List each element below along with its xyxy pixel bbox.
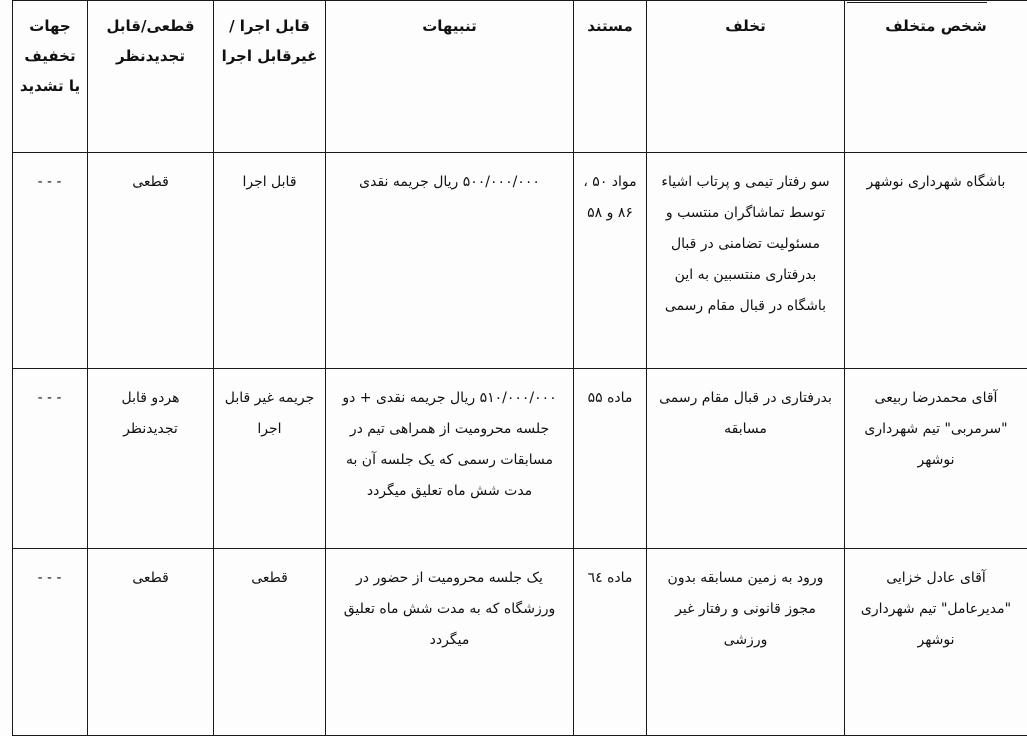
cell-finality: قطعی <box>88 153 214 369</box>
cell-finality: قطعی <box>88 549 214 736</box>
cell-penalties: ۵۰۰/۰۰۰/۰۰۰ ریال جریمه نقدی <box>326 153 574 369</box>
cell-enforceable: قطعی <box>214 549 326 736</box>
cell-basis: ماده ٦٤ <box>574 549 647 736</box>
disciplinary-verdicts-table <box>12 0 1027 736</box>
cell-penalties: ۵۱۰/۰۰۰/۰۰۰ ریال جریمه نقدی + دو جلسه محرومیت از همراهی تیم در مسابقات رسمی که یک جلسه آن به مدت شش ماه تعلیق میگردد <box>326 369 574 549</box>
cell-mitigation: --- <box>13 153 88 369</box>
header-row <box>13 1 1027 153</box>
cell-finality: هردو قابل تجدیدنظر <box>88 369 214 549</box>
table-row <box>13 369 1027 549</box>
cell-basis: مواد ۵۰ ، ۸۶ و ۵۸ <box>574 153 647 369</box>
table-row <box>13 549 1027 736</box>
header-person: شخص متخلف <box>845 1 1027 153</box>
cell-violation: سو رفتار تیمی و پرتاب اشیاء توسط تماشاگران منتسب و مسئولیت تضامنی در قبال بدرفتاری منتسبین به این باشگاه در قبال مقام رسمی <box>647 153 845 369</box>
cell-violation: ورود به زمین مسابقه بدون مجوز قانونی و رفتار غیر ورزشی <box>647 549 845 736</box>
cell-person: باشگاه شهرداری نوشهر <box>845 153 1027 369</box>
header-basis: مستند <box>574 1 647 153</box>
header-penalties: تنبیهات <box>326 1 574 153</box>
cell-person: آقای عادل خزایی "مدیرعامل" تیم شهرداری نوشهر <box>845 549 1027 736</box>
cell-person: آقای محمدرضا ربیعی "سرمربی" تیم شهرداری نوشهر <box>845 369 1027 549</box>
header-finality: قطعی/قابل تجدیدنظر <box>88 1 214 153</box>
cell-mitigation: --- <box>13 369 88 549</box>
cell-enforceable: جریمه غیر قابل اجرا <box>214 369 326 549</box>
cell-enforceable: قابل اجرا <box>214 153 326 369</box>
table-row <box>13 153 1027 369</box>
header-mitigation: جهات تخفیف یا تشدید <box>13 1 88 153</box>
cell-penalties: یک جلسه محرومیت از حضور در ورزشگاه که به مدت شش ماه تعلیق میگردد <box>326 549 574 736</box>
cell-basis: ماده ۵۵ <box>574 369 647 549</box>
header-enforceable: قابل اجرا /غیرقابل اجرا <box>214 1 326 153</box>
cell-mitigation: --- <box>13 549 88 736</box>
cell-violation: بدرفتاری در قبال مقام رسمی مسابقه <box>647 369 845 549</box>
header-violation: تخلف <box>647 1 845 153</box>
